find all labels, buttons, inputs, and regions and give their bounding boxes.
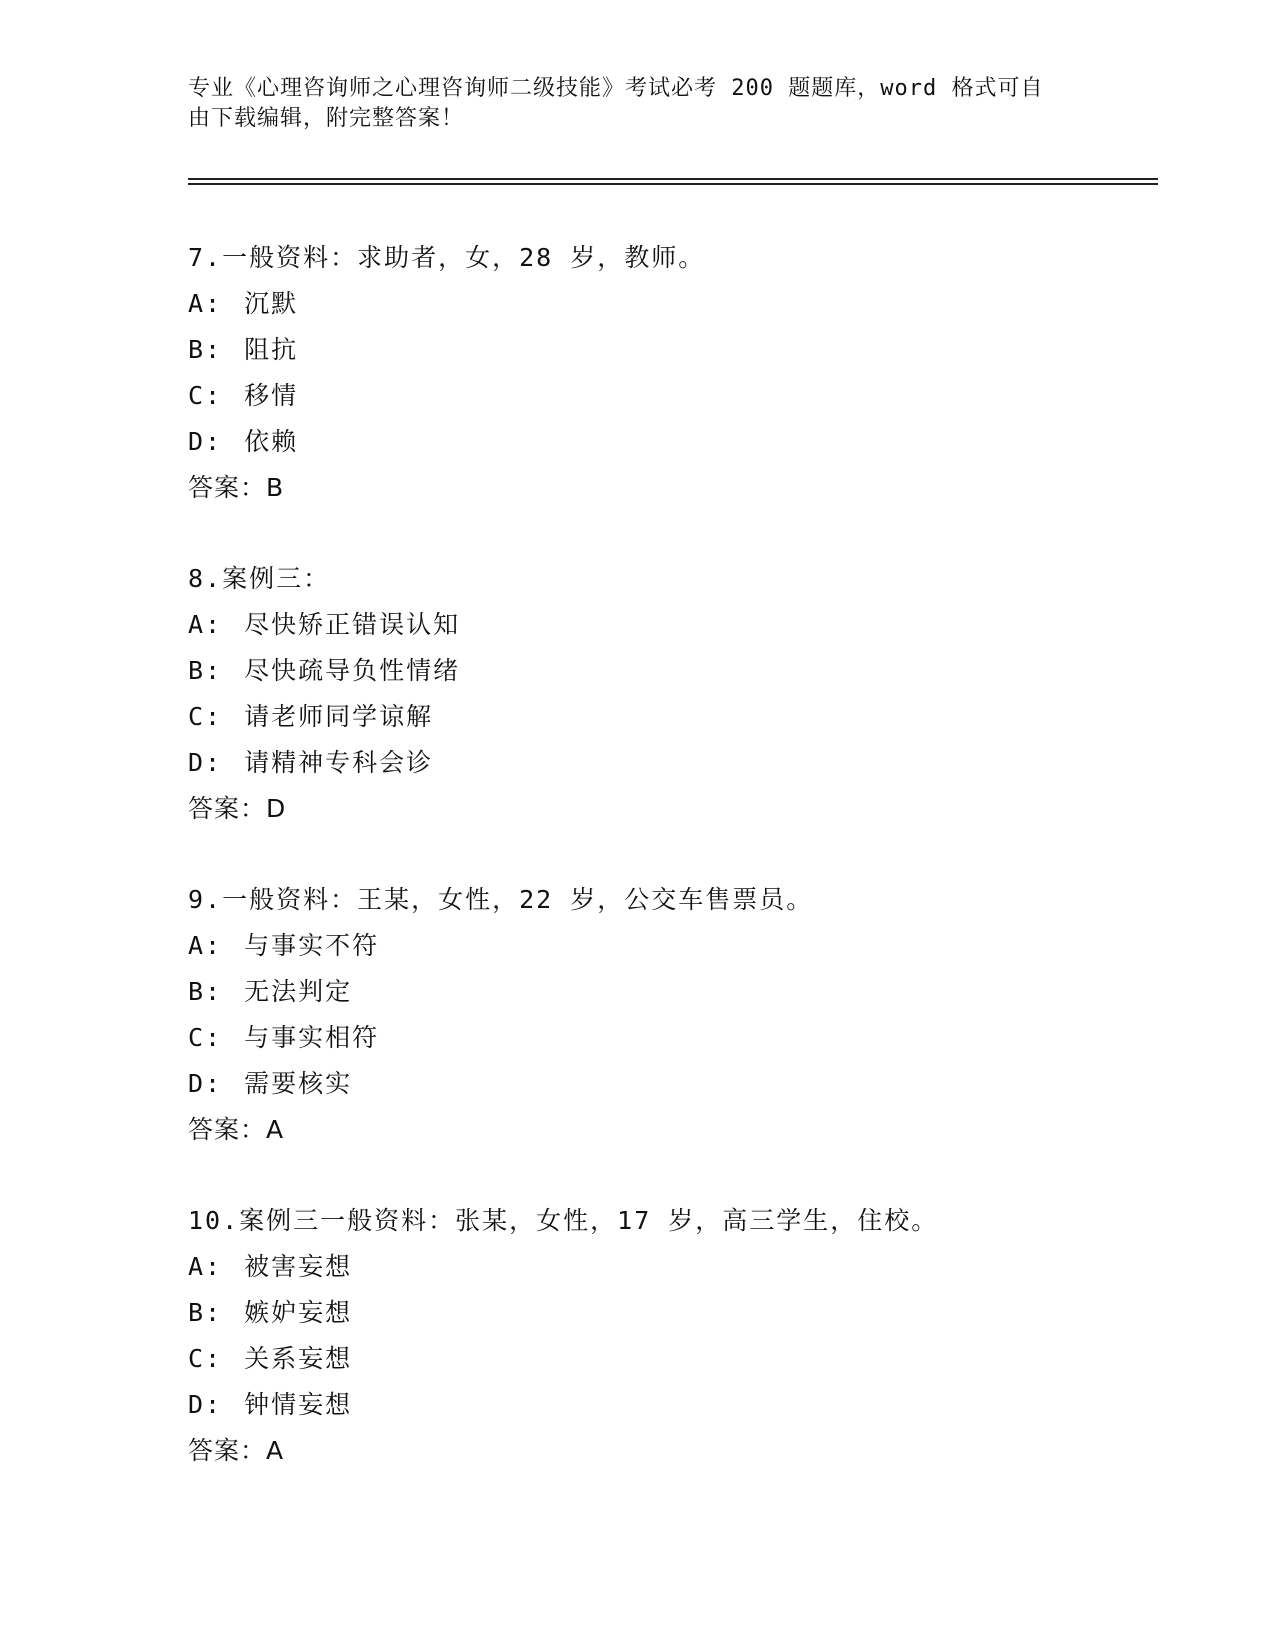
header-divider-top [188, 178, 1158, 180]
question-9 [188, 877, 813, 1153]
option-text: 阻抗 [244, 335, 299, 364]
answer-line: 答案：A [188, 1436, 285, 1465]
option-text: 嫉妒妄想 [244, 1298, 353, 1327]
option-text: 尽快疏导负性情绪 [244, 656, 461, 685]
option-letter: B: [188, 335, 223, 364]
question-10 [188, 1198, 938, 1474]
option-c [188, 694, 460, 740]
question-stem: 10.案例三一般资料：张某，女性，17 岁，高三学生，住校。 [188, 1206, 939, 1235]
option-b [188, 327, 705, 373]
option-b [188, 969, 813, 1015]
option-letter: B: [188, 977, 223, 1006]
option-letter: C: [188, 702, 223, 731]
option-a [188, 281, 705, 327]
option-text: 需要核实 [244, 1069, 353, 1098]
option-letter: B: [188, 656, 223, 685]
option-a [188, 1244, 938, 1290]
question-stem: 8.案例三： [188, 564, 331, 593]
option-letter: A: [188, 610, 223, 639]
header-line-1: 专业《心理咨询师之心理咨询师二级技能》考试必考 200 题题库，word 格式可自 [188, 76, 1044, 101]
option-text: 请精神专科会诊 [244, 748, 434, 777]
option-text: 与事实不符 [244, 931, 380, 960]
option-text: 关系妄想 [244, 1344, 353, 1373]
option-text: 无法判定 [244, 977, 353, 1006]
option-text: 被害妄想 [244, 1252, 353, 1281]
document-header [188, 74, 1088, 134]
option-c [188, 1336, 938, 1382]
option-d [188, 1382, 938, 1428]
header-divider-bottom [188, 183, 1158, 185]
option-text: 钟情妄想 [244, 1390, 353, 1419]
option-letter: A: [188, 931, 223, 960]
option-c [188, 1015, 813, 1061]
answer-line: 答案：B [188, 473, 285, 502]
option-text: 移情 [244, 381, 299, 410]
option-b [188, 648, 460, 694]
option-a [188, 923, 813, 969]
option-b [188, 1290, 938, 1336]
option-text: 与事实相符 [244, 1023, 380, 1052]
option-letter: A: [188, 289, 223, 318]
option-a [188, 602, 460, 648]
option-text: 沉默 [244, 289, 299, 318]
option-letter: C: [188, 381, 223, 410]
option-d [188, 419, 705, 465]
option-letter: D: [188, 1390, 223, 1419]
option-letter: D: [188, 1069, 223, 1098]
option-letter: C: [188, 1023, 223, 1052]
header-line-2: 由下载编辑，附完整答案！ [188, 106, 465, 131]
option-c [188, 373, 705, 419]
question-8 [188, 556, 460, 832]
option-letter: C: [188, 1344, 223, 1373]
answer-line: 答案：A [188, 1115, 285, 1144]
option-letter: A: [188, 1252, 223, 1281]
question-7 [188, 235, 705, 511]
option-d [188, 1061, 813, 1107]
option-text: 依赖 [244, 427, 299, 456]
option-letter: B: [188, 1298, 223, 1327]
option-d [188, 740, 460, 786]
question-stem: 9.一般资料：王某，女性，22 岁，公交车售票员。 [188, 885, 814, 914]
answer-line: 答案：D [188, 794, 287, 823]
option-text: 请老师同学谅解 [244, 702, 434, 731]
option-letter: D: [188, 748, 223, 777]
question-stem: 7.一般资料：求助者，女，28 岁，教师。 [188, 243, 706, 272]
option-text: 尽快矫正错误认知 [244, 610, 461, 639]
option-letter: D: [188, 427, 223, 456]
